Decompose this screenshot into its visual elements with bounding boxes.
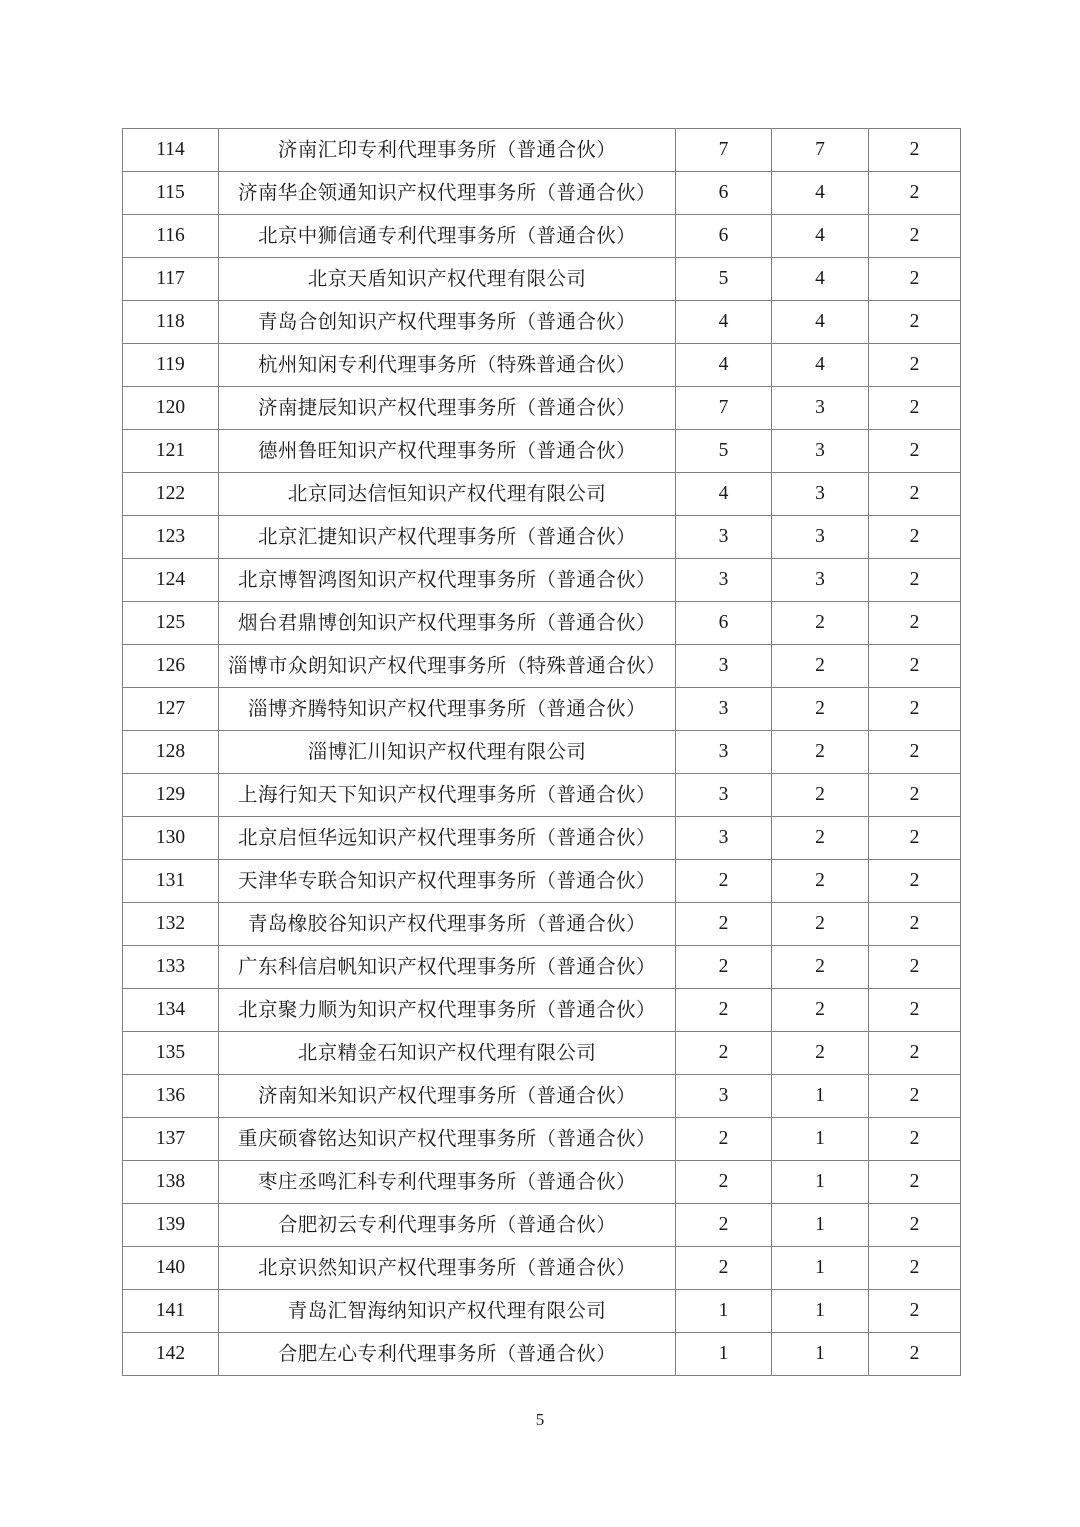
count-column-1-cell: 2 [676,1118,772,1161]
count-column-3-cell: 2 [869,1247,961,1290]
agency-name-cell: 北京同达信恒知识产权代理有限公司 [219,473,676,516]
count-column-3-cell: 2 [869,817,961,860]
count-column-3-cell: 2 [869,1290,961,1333]
table-row [123,645,961,688]
count-column-2-cell: 2 [772,645,869,688]
count-column-1-cell: 6 [676,172,772,215]
count-column-3-cell: 2 [869,301,961,344]
count-column-2-cell: 3 [772,516,869,559]
count-column-3-cell: 2 [869,989,961,1032]
count-column-2-cell: 1 [772,1075,869,1118]
agency-name-cell: 合肥左心专利代理事务所（普通合伙） [219,1333,676,1376]
table-body [123,129,961,1376]
agency-name-cell: 北京精金石知识产权代理有限公司 [219,1032,676,1075]
row-index-cell: 124 [123,559,219,602]
count-column-2-cell: 1 [772,1247,869,1290]
row-index-cell: 138 [123,1161,219,1204]
count-column-3-cell: 2 [869,559,961,602]
table-row [123,602,961,645]
table-row [123,688,961,731]
row-index-cell: 130 [123,817,219,860]
row-index-cell: 114 [123,129,219,172]
count-column-1-cell: 2 [676,860,772,903]
row-index-cell: 135 [123,1032,219,1075]
count-column-1-cell: 2 [676,1247,772,1290]
agency-name-cell: 合肥初云专利代理事务所（普通合伙） [219,1204,676,1247]
row-index-cell: 140 [123,1247,219,1290]
agency-name-cell: 北京中狮信通专利代理事务所（普通合伙） [219,215,676,258]
row-index-cell: 141 [123,1290,219,1333]
agency-listing-table-container [122,128,960,1376]
count-column-1-cell: 3 [676,559,772,602]
count-column-2-cell: 2 [772,688,869,731]
row-index-cell: 139 [123,1204,219,1247]
count-column-1-cell: 7 [676,387,772,430]
count-column-1-cell: 4 [676,301,772,344]
table-row [123,344,961,387]
count-column-2-cell: 4 [772,344,869,387]
table-row [123,1032,961,1075]
count-column-3-cell: 2 [869,129,961,172]
agency-name-cell: 济南捷辰知识产权代理事务所（普通合伙） [219,387,676,430]
agency-name-cell: 广东科信启帆知识产权代理事务所（普通合伙） [219,946,676,989]
count-column-1-cell: 2 [676,1032,772,1075]
count-column-1-cell: 1 [676,1333,772,1376]
agency-name-cell: 北京博智鸿图知识产权代理事务所（普通合伙） [219,559,676,602]
count-column-1-cell: 4 [676,473,772,516]
count-column-2-cell: 2 [772,903,869,946]
count-column-3-cell: 2 [869,946,961,989]
count-column-3-cell: 2 [869,172,961,215]
count-column-2-cell: 1 [772,1161,869,1204]
count-column-3-cell: 2 [869,731,961,774]
row-index-cell: 133 [123,946,219,989]
table-row [123,903,961,946]
count-column-1-cell: 5 [676,258,772,301]
table-row [123,301,961,344]
count-column-2-cell: 1 [772,1333,869,1376]
row-index-cell: 136 [123,1075,219,1118]
agency-name-cell: 青岛合创知识产权代理事务所（普通合伙） [219,301,676,344]
count-column-2-cell: 1 [772,1290,869,1333]
count-column-2-cell: 2 [772,817,869,860]
count-column-2-cell: 2 [772,731,869,774]
table-row [123,215,961,258]
row-index-cell: 122 [123,473,219,516]
count-column-2-cell: 3 [772,559,869,602]
count-column-1-cell: 6 [676,215,772,258]
count-column-1-cell: 4 [676,344,772,387]
count-column-2-cell: 4 [772,172,869,215]
table-row [123,387,961,430]
table-row [123,774,961,817]
row-index-cell: 120 [123,387,219,430]
count-column-2-cell: 2 [772,989,869,1032]
count-column-3-cell: 2 [869,688,961,731]
table-row [123,430,961,473]
count-column-3-cell: 2 [869,258,961,301]
row-index-cell: 129 [123,774,219,817]
count-column-1-cell: 2 [676,1161,772,1204]
table-row [123,258,961,301]
count-column-3-cell: 2 [869,1118,961,1161]
count-column-2-cell: 4 [772,301,869,344]
count-column-3-cell: 2 [869,1161,961,1204]
agency-name-cell: 济南华企领通知识产权代理事务所（普通合伙） [219,172,676,215]
count-column-1-cell: 2 [676,989,772,1032]
count-column-3-cell: 2 [869,1204,961,1247]
agency-name-cell: 青岛汇智海纳知识产权代理有限公司 [219,1290,676,1333]
agency-name-cell: 上海行知天下知识产权代理事务所（普通合伙） [219,774,676,817]
agency-name-cell: 淄博齐腾特知识产权代理事务所（普通合伙） [219,688,676,731]
count-column-1-cell: 3 [676,1075,772,1118]
count-column-2-cell: 4 [772,258,869,301]
count-column-2-cell: 1 [772,1118,869,1161]
count-column-1-cell: 5 [676,430,772,473]
table-row [123,1333,961,1376]
agency-name-cell: 枣庄丞鸣汇科专利代理事务所（普通合伙） [219,1161,676,1204]
table-row [123,1290,961,1333]
count-column-1-cell: 3 [676,731,772,774]
table-row [123,1075,961,1118]
agency-name-cell: 济南汇印专利代理事务所（普通合伙） [219,129,676,172]
agency-name-cell: 杭州知闲专利代理事务所（特殊普通合伙） [219,344,676,387]
count-column-1-cell: 2 [676,903,772,946]
agency-name-cell: 重庆硕睿铭达知识产权代理事务所（普通合伙） [219,1118,676,1161]
count-column-2-cell: 2 [772,860,869,903]
count-column-2-cell: 3 [772,430,869,473]
table-row [123,172,961,215]
count-column-2-cell: 2 [772,946,869,989]
count-column-1-cell: 3 [676,645,772,688]
agency-name-cell: 天津华专联合知识产权代理事务所（普通合伙） [219,860,676,903]
agency-name-cell: 德州鲁旺知识产权代理事务所（普通合伙） [219,430,676,473]
count-column-2-cell: 2 [772,1032,869,1075]
count-column-3-cell: 2 [869,774,961,817]
table-row [123,817,961,860]
agency-name-cell: 青岛橡胶谷知识产权代理事务所（普通合伙） [219,903,676,946]
agency-name-cell: 北京识然知识产权代理事务所（普通合伙） [219,1247,676,1290]
agency-name-cell: 北京启恒华远知识产权代理事务所（普通合伙） [219,817,676,860]
row-index-cell: 131 [123,860,219,903]
agency-name-cell: 淄博汇川知识产权代理有限公司 [219,731,676,774]
row-index-cell: 137 [123,1118,219,1161]
count-column-1-cell: 6 [676,602,772,645]
count-column-1-cell: 3 [676,774,772,817]
row-index-cell: 125 [123,602,219,645]
count-column-1-cell: 2 [676,946,772,989]
agency-name-cell: 济南知米知识产权代理事务所（普通合伙） [219,1075,676,1118]
count-column-3-cell: 2 [869,903,961,946]
count-column-3-cell: 2 [869,344,961,387]
count-column-3-cell: 2 [869,602,961,645]
table-row [123,559,961,602]
table-row [123,731,961,774]
count-column-3-cell: 2 [869,516,961,559]
count-column-3-cell: 2 [869,1075,961,1118]
table-row [123,516,961,559]
count-column-2-cell: 3 [772,473,869,516]
agency-name-cell: 北京聚力顺为知识产权代理事务所（普通合伙） [219,989,676,1032]
row-index-cell: 121 [123,430,219,473]
table-row [123,129,961,172]
agency-listing-table [122,128,961,1376]
row-index-cell: 142 [123,1333,219,1376]
count-column-2-cell: 2 [772,602,869,645]
row-index-cell: 117 [123,258,219,301]
count-column-3-cell: 2 [869,1333,961,1376]
count-column-2-cell: 3 [772,387,869,430]
count-column-3-cell: 2 [869,645,961,688]
count-column-2-cell: 1 [772,1204,869,1247]
row-index-cell: 134 [123,989,219,1032]
table-row [123,1204,961,1247]
row-index-cell: 126 [123,645,219,688]
table-row [123,473,961,516]
row-index-cell: 115 [123,172,219,215]
count-column-2-cell: 2 [772,774,869,817]
count-column-3-cell: 2 [869,430,961,473]
row-index-cell: 123 [123,516,219,559]
count-column-3-cell: 2 [869,387,961,430]
table-row [123,1118,961,1161]
count-column-1-cell: 3 [676,516,772,559]
agency-name-cell: 北京汇捷知识产权代理事务所（普通合伙） [219,516,676,559]
count-column-3-cell: 2 [869,215,961,258]
table-row [123,1161,961,1204]
table-row [123,989,961,1032]
row-index-cell: 119 [123,344,219,387]
row-index-cell: 118 [123,301,219,344]
count-column-2-cell: 4 [772,215,869,258]
row-index-cell: 127 [123,688,219,731]
count-column-1-cell: 3 [676,688,772,731]
row-index-cell: 128 [123,731,219,774]
table-row [123,860,961,903]
table-row [123,946,961,989]
page-number: 5 [535,1410,545,1429]
count-column-3-cell: 2 [869,860,961,903]
row-index-cell: 116 [123,215,219,258]
count-column-3-cell: 2 [869,473,961,516]
count-column-2-cell: 7 [772,129,869,172]
count-column-1-cell: 3 [676,817,772,860]
count-column-1-cell: 7 [676,129,772,172]
agency-name-cell: 淄博市众朗知识产权代理事务所（特殊普通合伙） [219,645,676,688]
count-column-3-cell: 2 [869,1032,961,1075]
agency-name-cell: 北京天盾知识产权代理有限公司 [219,258,676,301]
count-column-1-cell: 2 [676,1204,772,1247]
agency-name-cell: 烟台君鼎博创知识产权代理事务所（普通合伙） [219,602,676,645]
row-index-cell: 132 [123,903,219,946]
table-row [123,1247,961,1290]
count-column-1-cell: 1 [676,1290,772,1333]
